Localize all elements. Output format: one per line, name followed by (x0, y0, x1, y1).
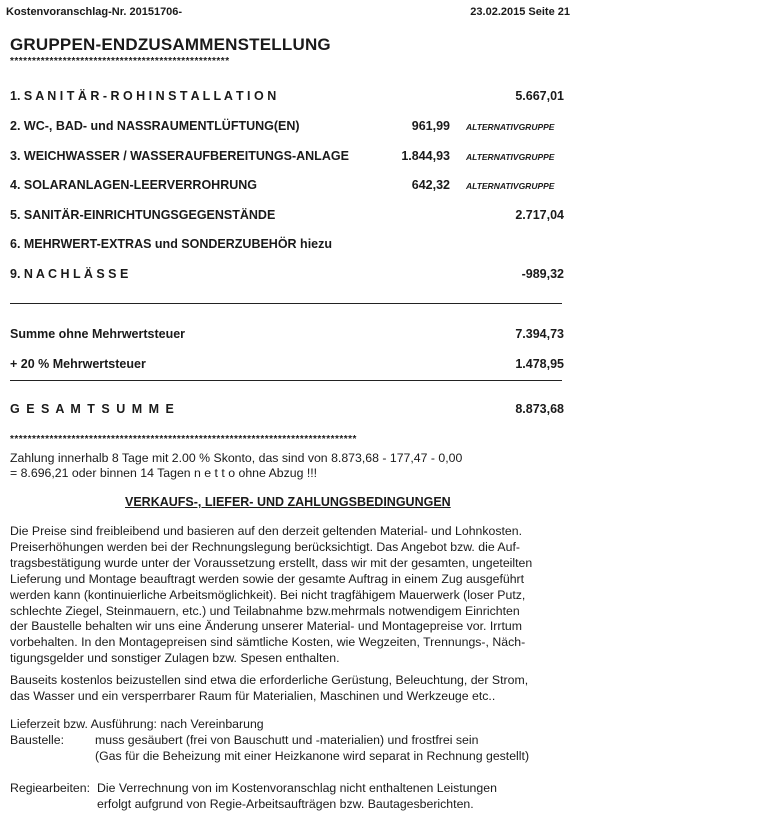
divider-line (10, 303, 562, 304)
conditions-line: schlechte Ziegel, Steinmauern, etc.) und Teilabnahme bzw.mehrmals notwendigem Einrichten (10, 603, 520, 618)
conditions-line: werden kann (kontinuierliche Arbeitsmöglichkeit). Bei nicht tragfähigem Mauerwerk (loser Putz, (10, 587, 526, 602)
site-text-line: muss gesäubert (frei von Bauschutt und -materialien) und frostfrei sein (95, 733, 479, 747)
grand-total-value: 8.873,68 (515, 402, 564, 416)
conditions-line: tragsbestätigung wurde unter der Voraussetzung erstellt, dass wir mit der gesamten, ungeteilten (10, 555, 533, 570)
conditions-line: Preiserhöhungen werden bei der Rechnungslegung berücksichtigt. Das Angebot bzw. die Auf- (10, 539, 520, 554)
conditions-paragraph (10, 524, 532, 667)
conditions-line: Bauseits kostenlos beizustellen sind etwa die erforderliche Gerüstung, Beleuchtung, der Strom, (10, 673, 529, 687)
site-label: Baustelle: (10, 733, 65, 747)
group-note: ALTERNATIVGRUPPE (466, 181, 555, 191)
vat-value: 1.478,95 (515, 357, 564, 371)
vat-label: + 20 % Mehrwertsteuer (10, 357, 146, 371)
conditions-line: der Baustelle behalten wir uns eine Änderung unserer Material- und Montagepreise vor. Irrtum (10, 619, 522, 634)
group-total: 2.717,04 (515, 208, 564, 222)
group-label: 5. SANITÄR-EINRICHTUNGSGEGENSTÄNDE (10, 208, 276, 222)
group-label: 6. MEHRWERT-EXTRAS und SONDERZUBEHÖR hiezu (10, 237, 333, 251)
group-amount: 961,99 (411, 119, 450, 133)
conditions-line: vorbehalten. In den Montagepreisen sind sämtliche Kosten, wie Wegzeiten, Trennungs-, Näch- (10, 635, 526, 650)
group-label: 9. N A C H L Ä S S E (10, 267, 129, 281)
net-sum-label: Summe ohne Mehrwertsteuer (10, 327, 186, 341)
group-total: -989,32 (521, 267, 564, 281)
payment-terms-line: Zahlung innerhalb 8 Tage mit 2.00 % Skonto, das sind von 8.873,68 - 177,47 - 0,00 (10, 451, 463, 465)
group-amount: 1.844,93 (401, 149, 450, 163)
regie-text-line: Die Verrechnung von im Kostenvoranschlag nicht enthaltenen Leistungen (97, 781, 497, 795)
conditions-line: Lieferung und Montage beauftragt werden sowie der gesamte Auftrag in einem Zug ausgeführt (10, 571, 525, 586)
conditions-title: VERKAUFS-, LIEFER- UND ZAHLUNGSBEDINGUNGEN (125, 495, 451, 509)
group-note: ALTERNATIVGRUPPE (466, 152, 555, 162)
group-label: 2. WC-, BAD- und NASSRAUMENTLÜFTUNG(EN) (10, 119, 300, 133)
star-divider-short: ************************************************** (10, 56, 230, 67)
group-total: 5.667,01 (515, 89, 564, 103)
divider-line (10, 380, 562, 381)
group-label: 3. WEICHWASSER / WASSERAUFBEREITUNGS-ANLAGE (10, 149, 349, 163)
net-sum-value: 7.394,73 (515, 327, 564, 341)
group-label: 1. S A N I T Ä R - R O H I N S T A L L A T I O N (10, 89, 277, 103)
regie-text-line: erfolgt aufgrund von Regie-Arbeitsaufträgen bzw. Bautagesberichten. (97, 797, 474, 811)
regie-label: Regiearbeiten: (10, 781, 90, 795)
group-note: ALTERNATIVGRUPPE (466, 122, 555, 132)
conditions-line: Die Preise sind freibleibend und basieren auf den derzeit geltenden Material- und Lohnkosten. (10, 524, 523, 538)
payment-terms-line: = 8.696,21 oder binnen 14 Tagen n e t t o ohne Abzug !!! (10, 466, 318, 480)
document-number: Kostenvoranschlag-Nr. 20151706- (6, 6, 183, 18)
conditions-paragraph (10, 673, 528, 705)
group-label: 4. SOLARANLAGEN-LEERVERROHRUNG (10, 178, 258, 192)
conditions-line: das Wasser und ein versperrbarer Raum für Materialien, Maschinen und Werkzeuge etc.. (10, 688, 496, 703)
delivery-terms: Lieferzeit bzw. Ausführung: nach Vereinbarung (10, 717, 264, 731)
page-title: GRUPPEN-ENDZUSAMMENSTELLUNG (10, 35, 331, 54)
group-amount: 642,32 (411, 178, 450, 192)
site-text-line: (Gas für die Beheizung mit einer Heizkanone wird separat in Rechnung gestellt) (95, 749, 530, 763)
star-divider-long: ******************************************************************************* (10, 434, 357, 445)
conditions-line: tigungsgelder und sonstiger Zulagen bzw. Spesen enthalten. (10, 651, 340, 666)
date-page: 23.02.2015 Seite 21 (470, 6, 570, 18)
grand-total-label: G E S A M T S U M M E (10, 402, 176, 416)
